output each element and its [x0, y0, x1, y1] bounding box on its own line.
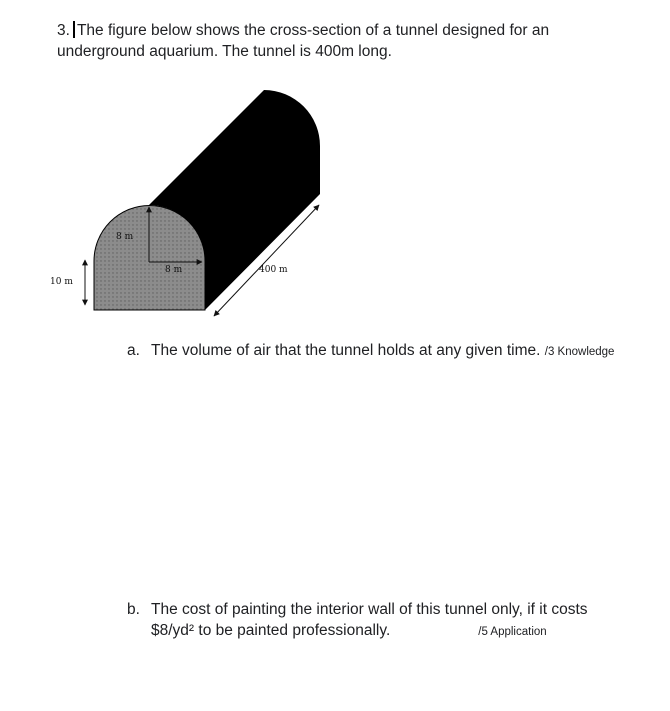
tunnel-figure	[40, 85, 340, 325]
question-number: 3.	[57, 22, 70, 39]
radius-vertical-label: 8 m	[116, 232, 134, 242]
length-label: 400 m	[259, 265, 288, 275]
part-b-letter: b.	[127, 601, 140, 618]
question-line-1	[57, 20, 637, 41]
part-a-letter: a.	[127, 342, 140, 359]
part-b-marks: /5 Application	[478, 626, 547, 638]
question-text-line-1: The figure below shows the cross-section of a tunnel designed for an	[76, 22, 550, 39]
question-text	[57, 20, 637, 62]
part-a-marks: /3 Knowledge	[544, 346, 615, 358]
question-text-line-2: underground aquarium. The tunnel is 400m long.	[57, 43, 392, 60]
part-a-text: The volume of air that the tunnel holds at any given time.	[151, 342, 541, 359]
part-a	[127, 340, 614, 363]
text-cursor	[73, 21, 75, 38]
part-b-text-line-1: The cost of painting the interior wall of this tunnel only, if it costs	[151, 601, 588, 618]
height-label: 10 m	[50, 277, 73, 287]
part-b-text-line-2: $8/yd² to be painted professionally.	[151, 622, 391, 639]
part-b-line-2	[127, 620, 588, 643]
part-b	[127, 599, 588, 643]
part-b-line-1	[127, 599, 588, 620]
radius-horizontal-label: 8 m	[165, 265, 183, 275]
